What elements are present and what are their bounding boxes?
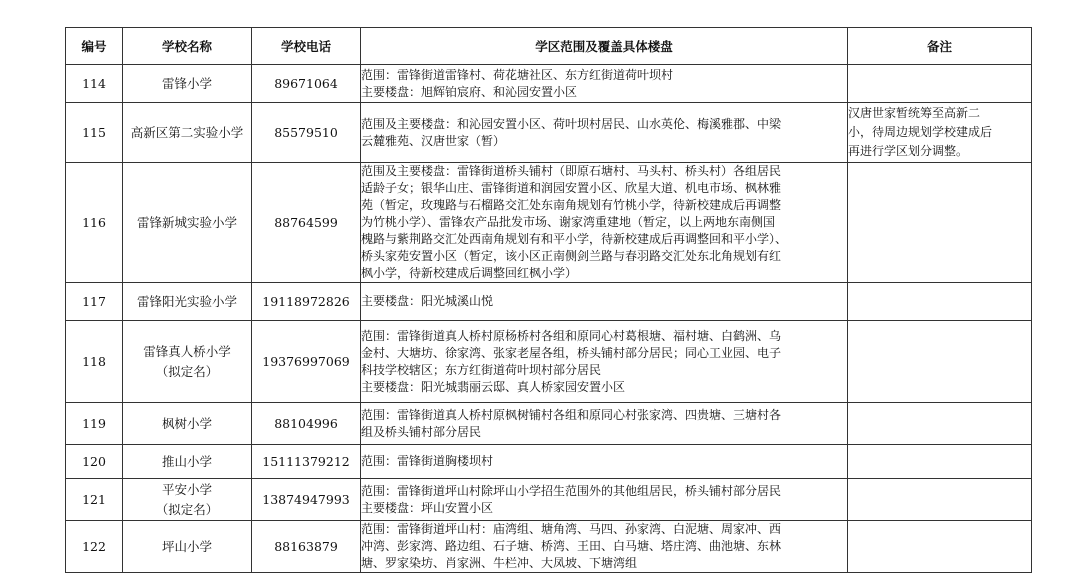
school-name (123, 479, 252, 521)
remarks-line: 再进行学区划分调整。 (848, 144, 969, 158)
school-number: 115 (66, 103, 123, 163)
district-range-line: 金村、大塘坊、徐家湾、张家老屋各组，桥头铺村部分居民；同心工业园、电子 (361, 345, 782, 360)
remarks (848, 283, 1032, 321)
school-name-line: 坪山小学 (161, 538, 212, 554)
school-name (123, 65, 252, 103)
district-range-line: 苑（暂定，玫瑰路与石榴路交汇处东南角规划有竹桃小学，待新校建成后再调整 (361, 198, 782, 212)
school-name-line: 雷锋小学 (161, 75, 212, 91)
school-number: 118 (66, 321, 123, 403)
school-phone: 13874947993 (252, 479, 361, 521)
district-range (361, 521, 848, 573)
remarks (848, 445, 1032, 479)
school-phone: 19376997069 (252, 321, 361, 403)
table-row (66, 163, 1032, 283)
table-row (66, 283, 1032, 321)
district-range-line: 主要楼盘：阳光城翡丽云邸、真人桥家园安置小区 (361, 379, 626, 394)
district-range-line: 范围及主要楼盘：和沁园安置小区、荷叶坝村居民、山水英伦、梅溪雅郡、中梁 (361, 116, 782, 131)
school-name-line: 枫树小学 (161, 415, 212, 431)
district-range (361, 163, 848, 283)
school-phone: 85579510 (252, 103, 361, 163)
district-range-line: 枫小学，待新校建成后调整回红枫小学） (361, 266, 578, 280)
district-range (361, 479, 848, 521)
district-range-line: 主要楼盘：坪山安置小区 (361, 500, 494, 515)
table-row (66, 103, 1032, 163)
school-name (123, 283, 252, 321)
school-phone: 88163879 (252, 521, 361, 573)
school-name-line: （拟定名） (155, 363, 219, 379)
header-district-range: 学区范围及覆盖具体楼盘 (361, 28, 848, 65)
school-number: 119 (66, 403, 123, 445)
school-phone: 19118972826 (252, 283, 361, 321)
district-range-line: 适龄子女；银华山庄、雷锋街道和润园安置小区、欣星大道、机电市场、枫林雅 (361, 181, 782, 195)
district-range-line: 科技学校辖区；东方红街道荷叶坝村部分居民 (361, 362, 602, 377)
header-school-name: 学校名称 (123, 28, 252, 65)
district-range-line: 塘、罗家染坊、肖家洲、牛栏冲、大凤坡、下塘湾组 (361, 556, 638, 570)
school-name-line: 雷锋新城实验小学 (136, 214, 237, 230)
district-range (361, 445, 848, 479)
district-range-line: 主要楼盘：阳光城溪山悦 (361, 294, 494, 308)
table-body (66, 65, 1032, 573)
school-number: 116 (66, 163, 123, 283)
district-range-line: 主要楼盘：旭辉铂宸府、和沁园安置小区 (361, 84, 578, 99)
district-range (361, 283, 848, 321)
district-range-line: 范围及主要楼盘：雷锋街道桥头铺村（即原石塘村、马头村、桥头村）各组居民 (361, 164, 782, 178)
district-range-line: 云麓雅苑、汉唐世家（暂） (361, 133, 506, 148)
remarks (848, 521, 1032, 573)
school-number: 122 (66, 521, 123, 573)
school-name-line: 雷锋真人桥小学 (143, 343, 231, 359)
table-row (66, 445, 1032, 479)
table-row (66, 65, 1032, 103)
remarks (848, 479, 1032, 521)
school-phone: 15111379212 (252, 445, 361, 479)
school-name-line: 高新区第二实验小学 (130, 124, 244, 140)
school-name (123, 445, 252, 479)
remarks-line: 小，待周边规划学校建成后 (848, 125, 993, 139)
school-phone: 89671064 (252, 65, 361, 103)
district-range (361, 321, 848, 403)
district-range (361, 103, 848, 163)
school-phone: 88764599 (252, 163, 361, 283)
header-remarks: 备注 (848, 28, 1032, 65)
school-phone: 88104996 (252, 403, 361, 445)
school-number: 120 (66, 445, 123, 479)
district-range-line: 槐路与紫荆路交汇处西南角规划有和平小学，待新校建成后再调整回和平小学）、 (361, 232, 788, 246)
remarks (848, 403, 1032, 445)
table-row (66, 521, 1032, 573)
district-range-line: 范围：雷锋街道胸楼坝村 (361, 454, 494, 468)
district-range-line: 组及桥头铺村部分居民 (361, 424, 482, 439)
school-name (123, 103, 252, 163)
district-range (361, 403, 848, 445)
district-range-line: 范围：雷锋街道坪山村：庙湾组、塘角湾、马四、孙家湾、白泥塘、周家冲、西 (361, 522, 782, 536)
school-name (123, 163, 252, 283)
table-row (66, 479, 1032, 521)
school-number: 114 (66, 65, 123, 103)
school-name (123, 521, 252, 573)
district-range-line: 冲湾、彭家湾、路边组、石子塘、桥湾、王田、白马塘、塔庄湾、曲池塘、东林 (361, 539, 782, 553)
remarks (848, 321, 1032, 403)
school-number: 117 (66, 283, 123, 321)
remarks (848, 163, 1032, 283)
district-range-line: 范围：雷锋街道真人桥村原杨桥村各组和原同心村葛根塘、福村塘、白鹤洲、乌 (361, 328, 782, 343)
header-row (66, 28, 1032, 65)
school-name-line: （拟定名） (155, 501, 219, 517)
remarks-line: 汉唐世家暂统筹至高新二 (848, 106, 981, 120)
school-number: 121 (66, 479, 123, 521)
district-range-line: 范围：雷锋街道雷锋村、荷花塘社区、东方红街道荷叶坝村 (361, 67, 674, 82)
table-row (66, 403, 1032, 445)
district-range (361, 65, 848, 103)
school-name-line: 雷锋阳光实验小学 (136, 293, 237, 309)
remarks (848, 103, 1032, 163)
header-number: 编号 (66, 28, 123, 65)
school-district-table (65, 27, 1032, 573)
district-range-line: 为竹桃小学）、雷锋农产品批发市场、谢家湾重建地（暂定，以上两地东南侧国 (361, 215, 776, 229)
district-range-line: 桥头家苑安置小区（暂定，该小区正南侧剑兰路与春羽路交汇处东北角规划有红 (361, 249, 782, 263)
header-school-phone: 学校电话 (252, 28, 361, 65)
remarks (848, 65, 1032, 103)
district-range-line: 范围：雷锋街道坪山村除坪山小学招生范围外的其他组居民，桥头铺村部分居民 (361, 483, 782, 498)
school-name-line: 推山小学 (161, 453, 212, 469)
school-name-line: 平安小学 (161, 481, 212, 497)
school-name (123, 321, 252, 403)
district-range-line: 范围：雷锋街道真人桥村原枫树铺村各组和原同心村张家湾、四贵塘、三塘村各 (361, 407, 782, 422)
table-row (66, 321, 1032, 403)
school-name (123, 403, 252, 445)
